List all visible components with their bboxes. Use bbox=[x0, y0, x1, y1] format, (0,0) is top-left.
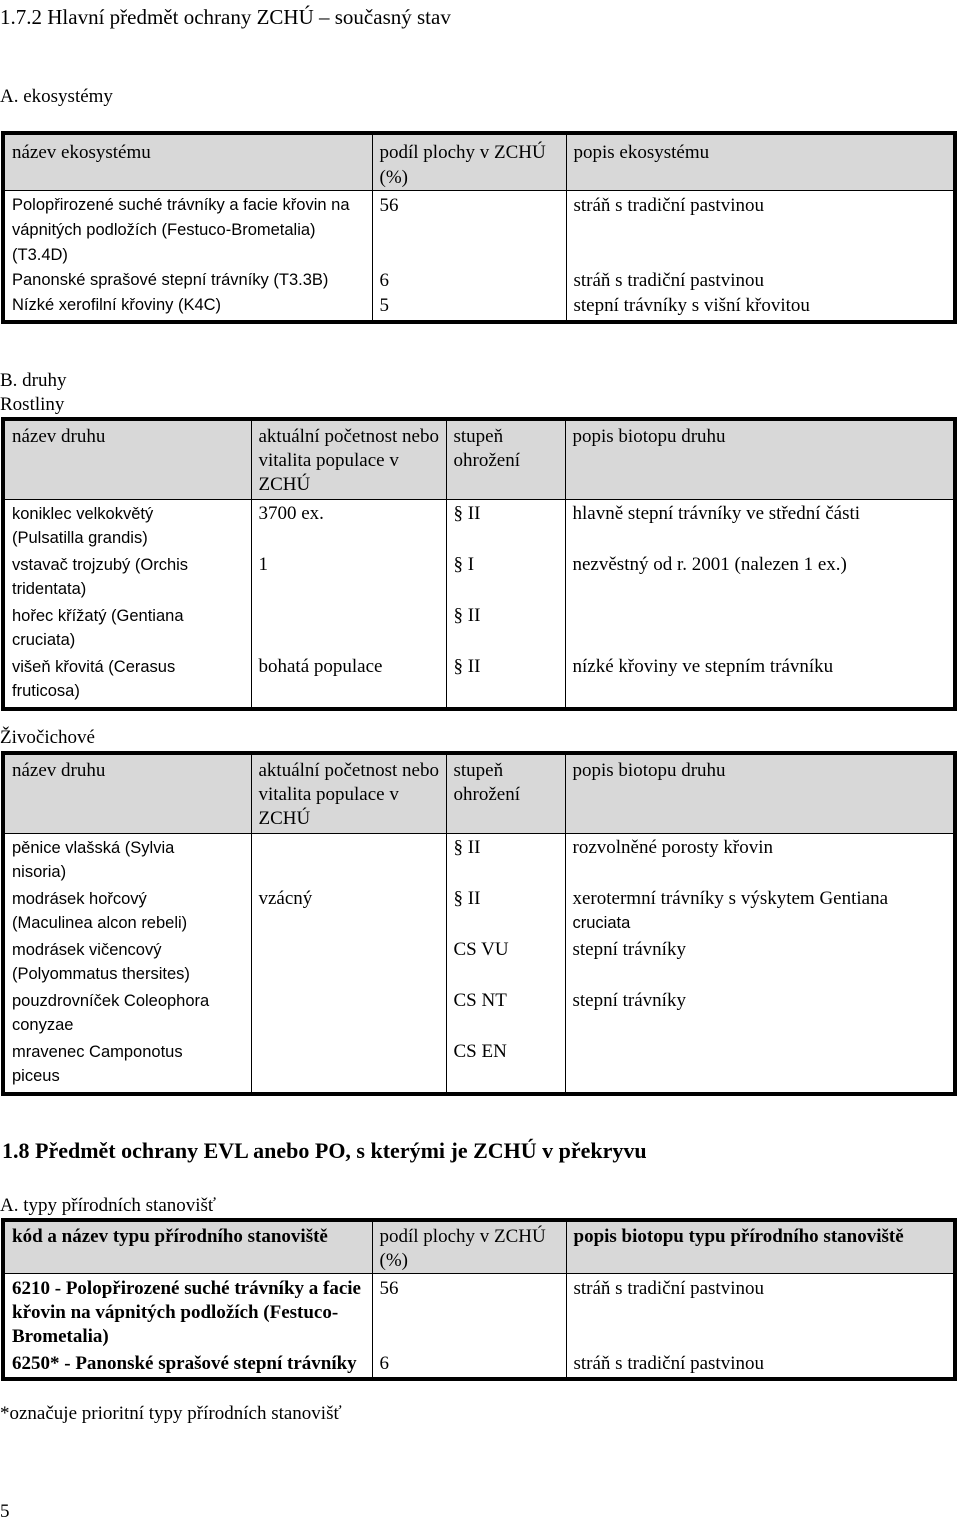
header-cell: aktuální početnost nebo vitalita populace v ZCHÚ bbox=[251, 419, 446, 500]
header-cell: stupeň ohrožení bbox=[446, 753, 565, 834]
species-latin: (Pulsatilla grandis) bbox=[12, 529, 148, 547]
biotope-line: stepní trávníky bbox=[572, 939, 686, 960]
ecosystem-name: Polopřirozené suché trávníky a facie křovin na vápnitých podložích (Festuco-Brometalia) (T3.4D) bbox=[3, 191, 372, 269]
habitat-types-title: A. typy přírodních stanovišť bbox=[0, 1195, 217, 1216]
species-czech: modrásek vičencový bbox=[12, 941, 162, 959]
species-name bbox=[3, 653, 251, 709]
threat-level: CS NT bbox=[446, 987, 565, 1038]
species-name bbox=[3, 834, 251, 886]
biotope: nízké křoviny ve stepním trávníku bbox=[572, 656, 834, 677]
species-czech: mravenec Camponotus bbox=[12, 1043, 183, 1061]
header-cell: podíl plochy v ZCHÚ (%) bbox=[372, 133, 566, 191]
species-latin: (Maculinea alcon rebeli) bbox=[12, 914, 188, 932]
plants-table bbox=[1, 417, 957, 711]
header-cell: název druhu bbox=[3, 753, 251, 834]
habitat-share: 6 bbox=[372, 1349, 566, 1379]
species-name bbox=[3, 1038, 251, 1094]
section-a-title: A. ekosystémy bbox=[0, 86, 113, 107]
species-name bbox=[3, 602, 251, 653]
plants-label: Rostliny bbox=[0, 394, 65, 415]
species-name bbox=[3, 551, 251, 602]
ecosystem-table-header bbox=[3, 133, 955, 191]
species-latin: conyzae bbox=[12, 1016, 74, 1034]
habitat-description: stráň s tradiční pastvinou bbox=[573, 1278, 764, 1299]
animals-label: Živočichové bbox=[0, 727, 95, 748]
ecosystem-share: 5 bbox=[372, 293, 566, 322]
species-czech: pěnice vlašská (Sylvia bbox=[12, 839, 175, 857]
table-row bbox=[3, 293, 955, 322]
plants-table-header bbox=[3, 419, 955, 500]
header-cell: popis biotopu druhu bbox=[565, 419, 955, 500]
species-latin: tridentata) bbox=[12, 580, 87, 598]
table-row bbox=[3, 602, 955, 653]
species-name bbox=[3, 885, 251, 936]
ecosystem-name: Panonské sprašové stepní trávníky (T3.3B) bbox=[3, 268, 372, 293]
ecosystem-description: stráň s tradiční pastvinou bbox=[573, 270, 764, 291]
population bbox=[251, 936, 446, 987]
ecosystem-share: 56 bbox=[372, 191, 566, 269]
table-row bbox=[3, 191, 955, 269]
biotope-latin: cruciata bbox=[572, 914, 631, 932]
biotope bbox=[565, 885, 955, 936]
threat-level: CS EN bbox=[446, 1038, 565, 1094]
species-latin: cruciata) bbox=[12, 631, 76, 649]
table-row bbox=[3, 1038, 955, 1094]
header-cell: podíl plochy v ZCHÚ (%) bbox=[372, 1220, 566, 1274]
table-row bbox=[3, 500, 955, 552]
population bbox=[251, 987, 446, 1038]
habitat-name: 6250* - Panonské sprašové stepní trávníky bbox=[3, 1349, 372, 1379]
biotope-line: stepní trávníky bbox=[572, 990, 686, 1011]
habitat-table-header bbox=[3, 1220, 955, 1274]
species-latin: nisoria) bbox=[12, 863, 67, 881]
threat-level: § II bbox=[446, 885, 565, 936]
species-latin: (Polyommatus thersites) bbox=[12, 965, 190, 983]
ecosystem-name: Nízké xerofilní křoviny (K4C) bbox=[3, 293, 372, 322]
table-row bbox=[3, 1274, 955, 1350]
table-row bbox=[3, 268, 955, 293]
header-cell: popis biotopu druhu bbox=[565, 753, 955, 834]
table-row bbox=[3, 987, 955, 1038]
species-name bbox=[3, 987, 251, 1038]
biotope: nezvěstný od r. 2001 (nalezen 1 ex.) bbox=[572, 554, 847, 575]
threat-level: § II bbox=[446, 500, 565, 552]
species-name bbox=[3, 936, 251, 987]
biotope bbox=[565, 602, 955, 653]
table-row bbox=[3, 551, 955, 602]
species-czech: modrásek hořcový bbox=[12, 890, 147, 908]
biotope: hlavně stepní trávníky ve střední části bbox=[572, 503, 861, 524]
threat-level: CS VU bbox=[446, 936, 565, 987]
biotope-line: rozvolněné porosty křovin bbox=[572, 837, 774, 858]
table-row bbox=[3, 653, 955, 709]
threat-level: § II bbox=[446, 834, 565, 886]
threat-level: § II bbox=[446, 602, 565, 653]
table-row bbox=[3, 834, 955, 886]
population: 3700 ex. bbox=[251, 500, 446, 552]
population: 1 bbox=[251, 551, 446, 602]
biotope-line: xerotermní trávníky s výskytem Gentiana bbox=[572, 888, 889, 909]
threat-level: § I bbox=[446, 551, 565, 602]
page-number: 5 bbox=[0, 1501, 10, 1522]
population bbox=[251, 1038, 446, 1094]
population: vzácný bbox=[251, 885, 446, 936]
species-czech: koniklec velkokvětý bbox=[12, 505, 154, 523]
table-row bbox=[3, 885, 955, 936]
header-cell: popis biotopu typu přírodního stanoviště bbox=[566, 1220, 955, 1274]
ecosystem-share: 6 bbox=[372, 268, 566, 293]
biotope bbox=[565, 936, 955, 987]
ecosystem-table bbox=[1, 131, 957, 324]
biotope bbox=[565, 987, 955, 1038]
habitat-table bbox=[1, 1218, 957, 1381]
header-cell: aktuální početnost nebo vitalita populace v ZCHÚ bbox=[251, 753, 446, 834]
table-row bbox=[3, 1349, 955, 1379]
header-cell: kód a název typu přírodního stanoviště bbox=[3, 1220, 372, 1274]
ecosystem-description: stráň s tradiční pastvinou bbox=[573, 195, 764, 216]
priority-note: *označuje prioritní typy přírodních stanovišť bbox=[0, 1403, 342, 1424]
animals-table-header bbox=[3, 753, 955, 834]
animals-table bbox=[1, 751, 957, 1096]
ecosystem-description: stepní trávníky s višní křovitou bbox=[573, 295, 810, 316]
header-cell: název ekosystému bbox=[3, 133, 372, 191]
species-latin: fruticosa) bbox=[12, 682, 80, 700]
habitat-share: 56 bbox=[372, 1274, 566, 1350]
threat-level: § II bbox=[446, 653, 565, 709]
habitat-name: 6210 - Polopřirozené suché trávníky a facie křovin na vápnitých podložích (Festuco-Brometalia) bbox=[3, 1274, 372, 1350]
biotope bbox=[565, 834, 955, 886]
habitat-description: stráň s tradiční pastvinou bbox=[573, 1353, 764, 1374]
species-czech: hořec křížatý (Gentiana bbox=[12, 607, 184, 625]
species-czech: višeň křovitá (Cerasus bbox=[12, 658, 176, 676]
section-b-title: B. druhy bbox=[0, 370, 67, 391]
species-czech: vstavač trojzubý (Orchis bbox=[12, 556, 189, 574]
biotope bbox=[565, 1038, 955, 1094]
header-cell: stupeň ohrožení bbox=[446, 419, 565, 500]
header-cell: popis ekosystému bbox=[566, 133, 955, 191]
population bbox=[251, 602, 446, 653]
population bbox=[251, 834, 446, 886]
population: bohatá populace bbox=[251, 653, 446, 709]
header-cell: název druhu bbox=[3, 419, 251, 500]
table-row bbox=[3, 936, 955, 987]
species-latin: piceus bbox=[12, 1067, 60, 1085]
species-name bbox=[3, 500, 251, 552]
section-heading-1-8: 1.8 Předmět ochrany EVL anebo PO, s kterými je ZCHÚ v překryvu bbox=[2, 1138, 647, 1163]
section-heading-1-7-2: 1.7.2 Hlavní předmět ochrany ZCHÚ – současný stav bbox=[0, 5, 451, 29]
species-czech: pouzdrovníček Coleophora bbox=[12, 992, 210, 1010]
